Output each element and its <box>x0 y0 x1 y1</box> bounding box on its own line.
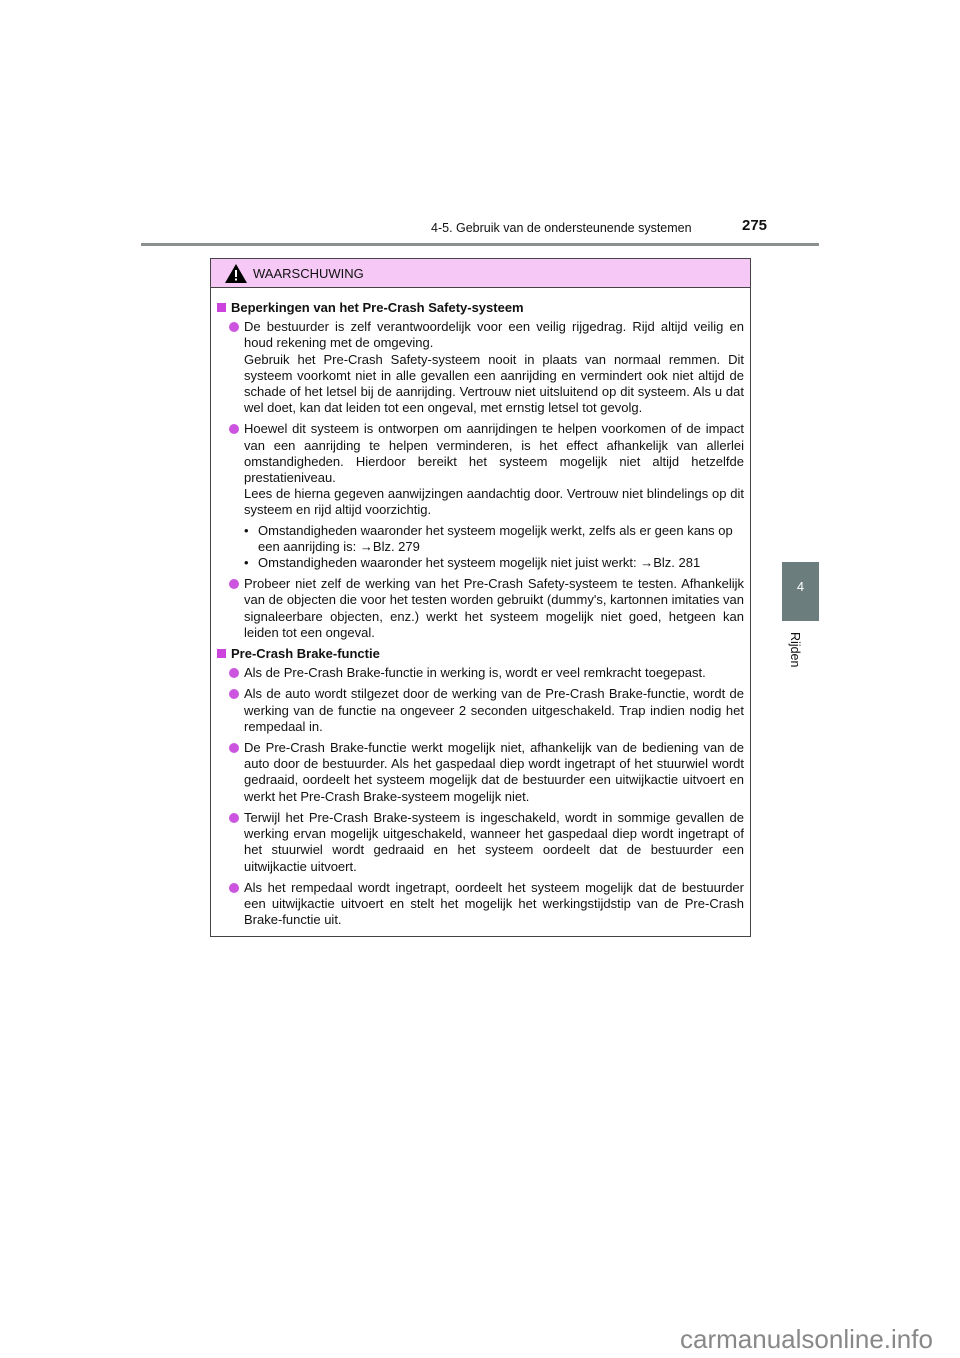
sub-bullet[interactable] <box>244 523 744 555</box>
list-item <box>216 740 744 805</box>
circle-bullet-icon <box>229 883 239 893</box>
circle-bullet-icon <box>229 743 239 753</box>
paragraph: De Pre-Crash Brake-functie werkt mogelijk niet, afhankelijk van de bediening van de auto door de bestuurder. Als het gaspedaal diep wordt ingetrapt of het stuurwiel wordt gedraaid, oordeelt het systeem mogelijk dat de bestuurder een uitwijkactie uitvoert en werkt het Pre-Crash Brake-systeem mogelijk niet. <box>244 740 744 804</box>
paragraph: Als het rempedaal wordt ingetrapt, oordeelt het systeem mogelijk dat de bestuurder een uitwijkactie uitvoert en stelt het mogelijk het werkingstijdstip van de Pre-Crash Brake-functie uit. <box>244 879 744 928</box>
bullet-icon: • <box>244 555 249 571</box>
circle-bullet-icon <box>229 579 239 589</box>
square-bullet-icon <box>217 303 226 312</box>
section-heading-text: Pre-Crash Brake-functie <box>231 646 380 662</box>
list-item <box>216 665 744 681</box>
warning-title: WAARSCHUWING <box>253 265 364 281</box>
circle-bullet-icon <box>229 424 239 434</box>
paragraph: Hoewel dit systeem is ontworpen om aanrijdingen te helpen voorkomen of de impact van een aanrijding te helpen verminderen, is het effect afhankelijk van allerlei omstandigheden. Hierdoor bereikt het systeem mogelijk niet altijd hetzelfde prestatieniveau. <box>244 421 744 486</box>
item-text <box>244 686 744 735</box>
paragraph: De bestuurder is zelf verantwoordelijk voor een veilig rijgedrag. Rijd altijd veilig en houd rekening met de omgeving. <box>244 319 744 351</box>
warning-content <box>211 288 750 928</box>
circle-bullet-icon <box>229 322 239 332</box>
sub-bullet[interactable] <box>244 555 744 571</box>
list-item <box>216 319 744 416</box>
item-text <box>244 319 744 416</box>
section-heading <box>216 300 744 316</box>
chapter-tab[interactable]: 4 <box>782 562 819 621</box>
circle-bullet-icon <box>229 813 239 823</box>
paragraph: Probeer niet zelf de werking van het Pre-Crash Safety-systeem te testen. Afhankelijk van de objecten die voor het testen worden gebruikt (dummy's, kartonnen imitaties van signaleerbare objecten, enz.) werkt het systeem mogelijk niet goed, hetgeen kan leiden tot een ongeval. <box>244 576 744 640</box>
watermark: carmanualsonline.info <box>680 1324 933 1354</box>
section-heading <box>216 646 744 662</box>
paragraph: Terwijl het Pre-Crash Brake-systeem is ingeschakeld, wordt in sommige gevallen de werking ervan mogelijk uitgeschakeld, wanneer het gaspedaal diep wordt ingetrapt of het stuurwiel wordt gedraaid en het systeem oordeelt dat de bestuurder een uitwijkactie uitvoert. <box>244 809 744 874</box>
page-number: 275 <box>742 217 768 234</box>
paragraph: Als de Pre-Crash Brake-functie in werking is, wordt er veel remkracht toegepast. <box>244 665 706 681</box>
item-text <box>244 880 744 929</box>
section-header: 4-5. Gebruik van de ondersteunende systemen <box>431 221 692 235</box>
warning-triangle-icon <box>225 264 247 283</box>
item-text <box>244 421 744 571</box>
bullet-icon: • <box>244 522 249 538</box>
list-item <box>216 810 744 875</box>
chapter-label: Rijden <box>788 632 802 668</box>
warning-header <box>211 259 750 288</box>
list-item <box>216 880 744 929</box>
square-bullet-icon <box>217 649 226 658</box>
paragraph: Als de auto wordt stilgezet door de werking van de Pre-Crash Brake-functie, wordt de werking van de functie na ongeveer 2 seconden uitgeschakeld. Trap indien nodig het rempedaal in. <box>244 686 744 734</box>
sub-bullet-text: Omstandigheden waaronder het systeem mogelijk niet juist werkt: →Blz. 281 <box>258 555 701 571</box>
circle-bullet-icon <box>229 689 239 699</box>
header-rule <box>141 243 819 246</box>
list-item <box>216 421 744 571</box>
sub-bullet-text: Omstandigheden waaronder het systeem mogelijk werkt, zelfs als er geen kans op een aanrijding is: →Blz. 279 <box>258 522 733 554</box>
list-item <box>216 576 744 641</box>
item-text <box>244 665 744 681</box>
section-heading-text: Beperkingen van het Pre-Crash Safety-systeem <box>231 300 524 315</box>
warning-box <box>210 258 751 937</box>
circle-bullet-icon <box>229 668 239 678</box>
paragraph: Lees de hierna gegeven aanwijzingen aandachtig door. Vertrouw niet blindelings op dit systeem en rijd altijd voorzichtig. <box>244 486 744 518</box>
paragraph: Gebruik het Pre-Crash Safety-systeem nooit in plaats van normaal remmen. Dit systeem voorkomt niet in alle gevallen een aanrijding en vermindert ook niet altijd de schade of het letsel bij de aanrijding. Vertrouw niet uitsluitend op dit systeem. Als u dat wel doet, kan dat leiden tot een ongeval, met ernstig letsel tot gevolg. <box>244 351 744 416</box>
item-text <box>244 576 744 641</box>
list-item <box>216 686 744 735</box>
item-text <box>244 810 744 875</box>
item-text <box>244 740 744 805</box>
